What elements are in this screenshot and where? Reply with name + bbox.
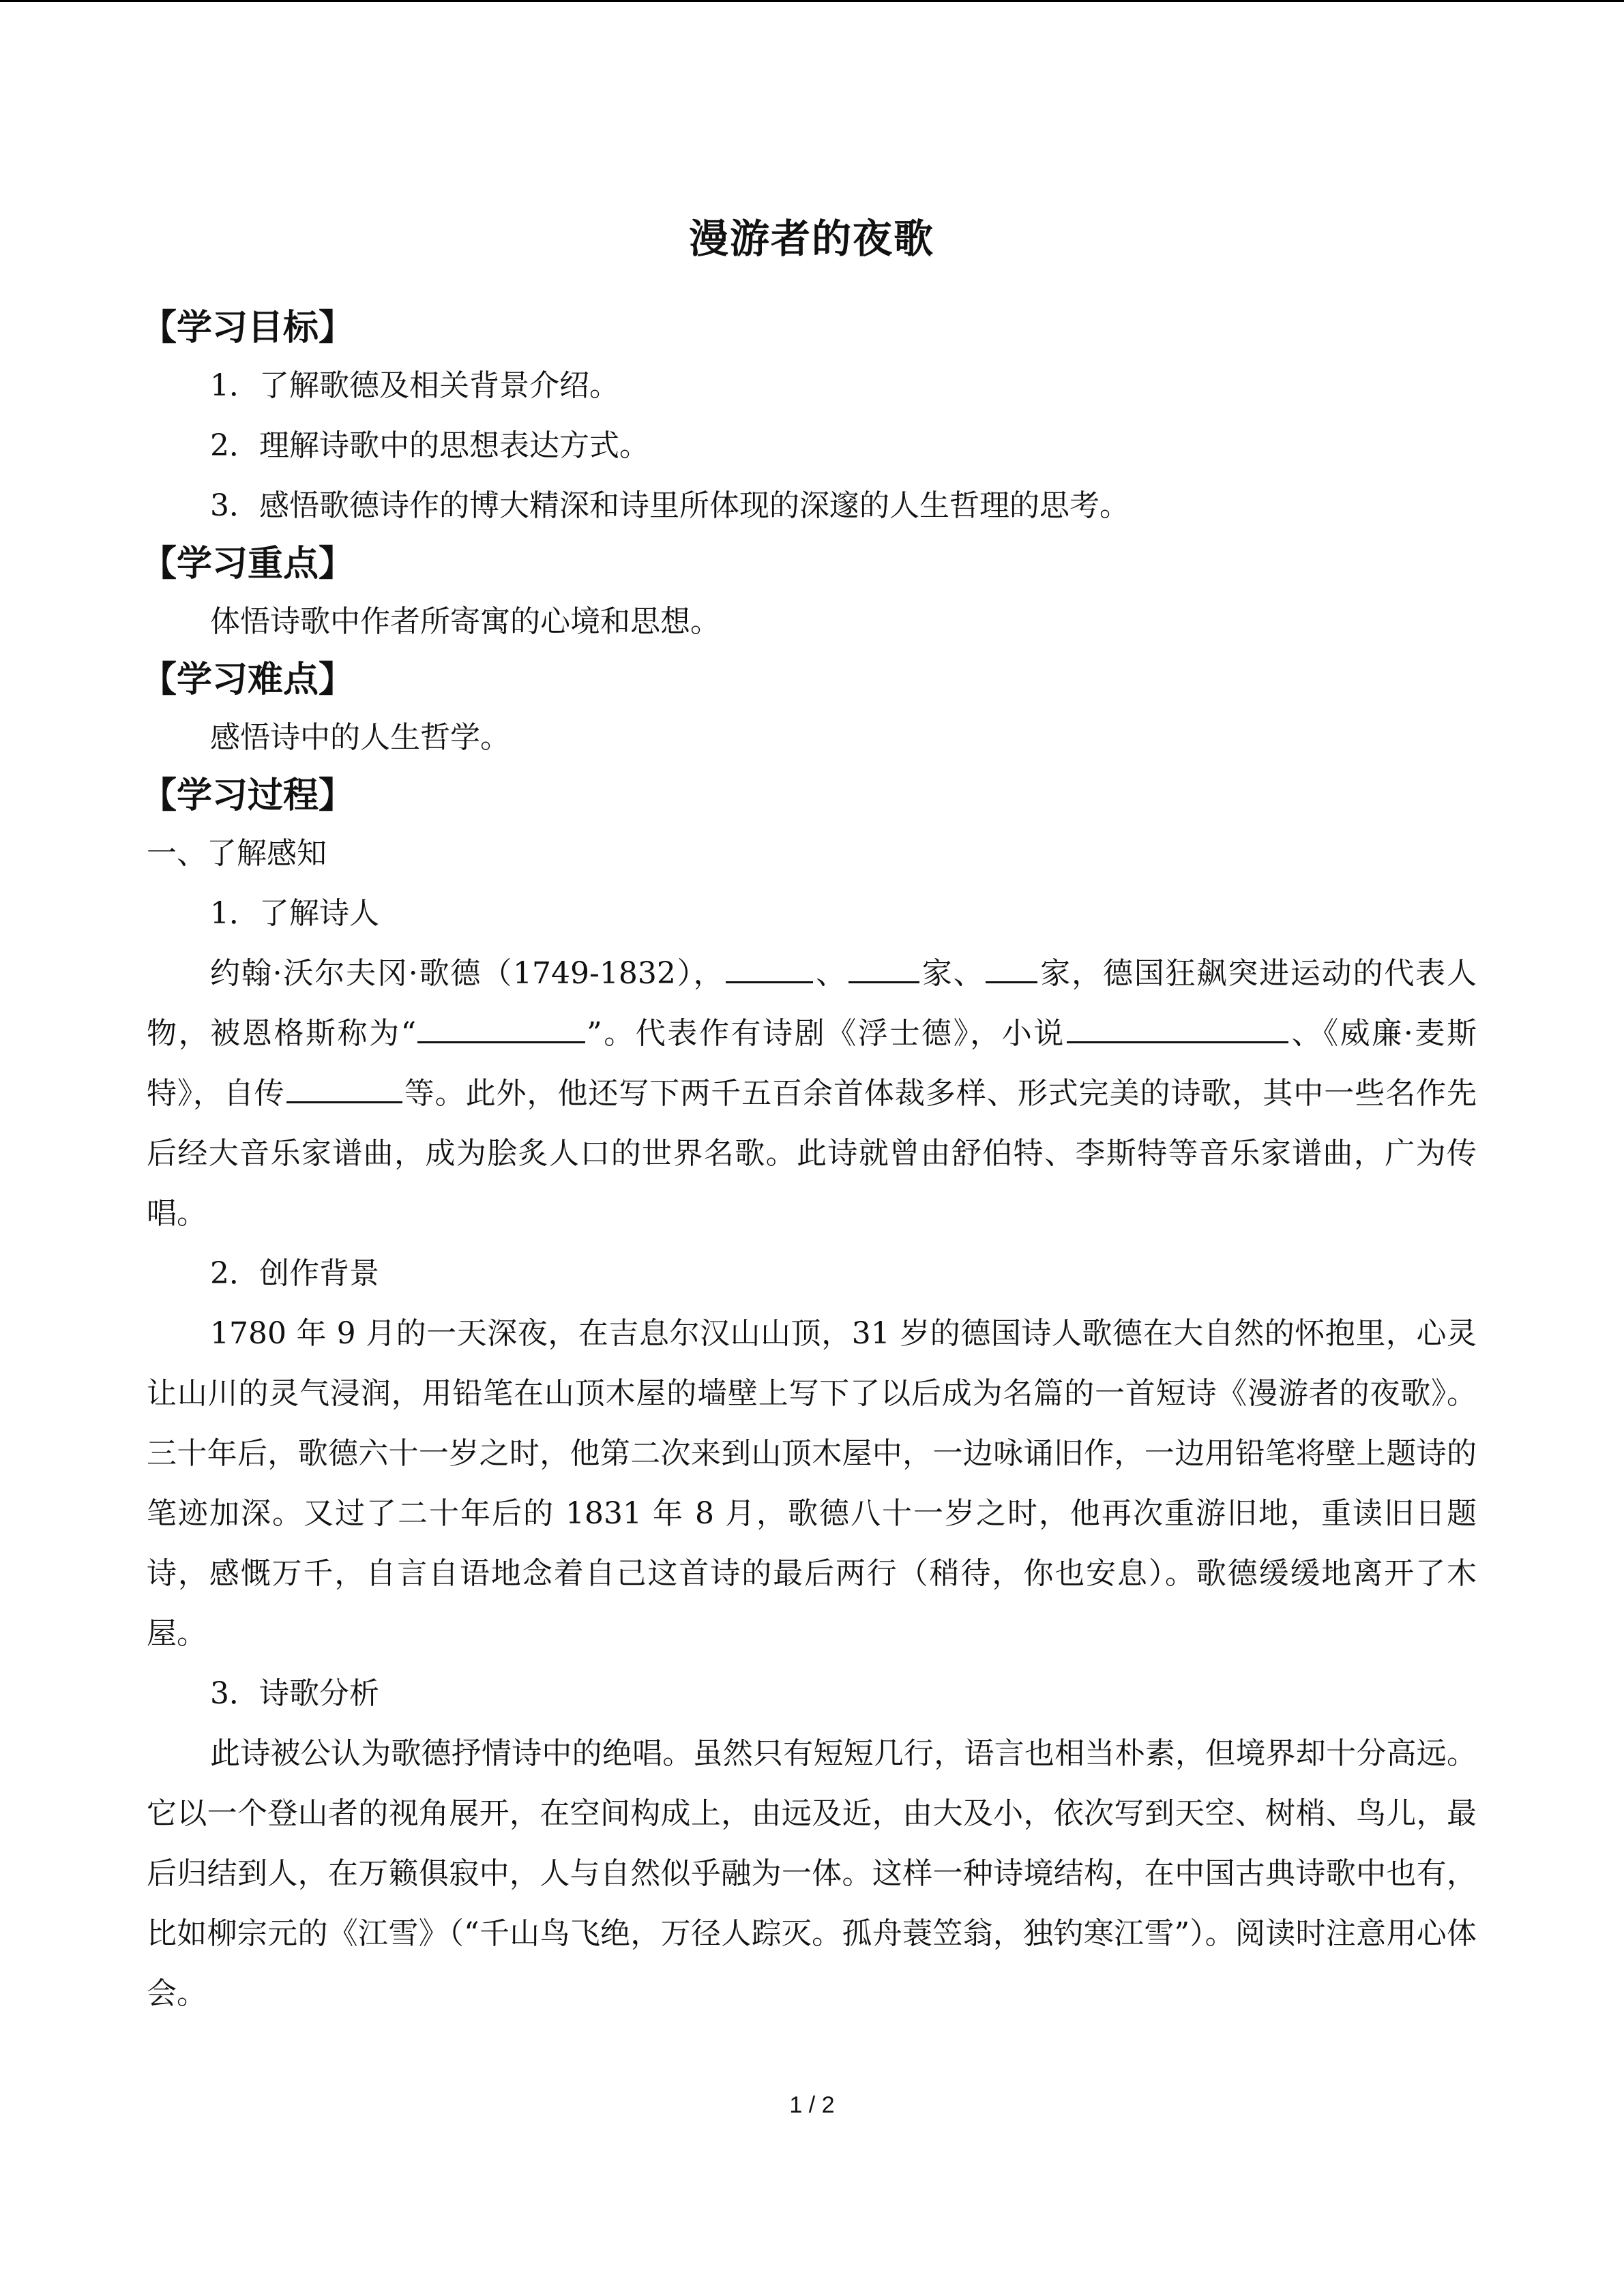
section-heading-difficulty: 【学习难点】 — [141, 659, 355, 700]
document-page — [141, 198, 1477, 2024]
objective-item: 2．理解诗歌中的思想表达方式。 — [210, 428, 649, 463]
focus-text: 体悟诗歌中作者所寄寓的心境和思想。 — [210, 604, 720, 639]
subsection-heading: 2．创作背景 — [210, 1256, 379, 1291]
fill-blank[interactable] — [986, 953, 1037, 983]
poet-paragraph: 约翰·沃尔夫冈·歌德（1749-1832）， 、 家、 家，德国狂飙突进运动的代表人物，被恩格斯称为“ ”。代表作有诗剧《浮士德》，小说 、《威廉·麦斯特》，自传 等。此外，他还写下两千五百余首体裁多样、形式完美的诗歌，其中一些名作先后经大音乐家谱曲，成为脍炙人口的世界名歌。此诗就曾由舒伯特、李斯特等音乐家谱曲，广为传唱。 — [147, 944, 1477, 1244]
objective-item: 1．了解歌德及相关背景介绍。 — [210, 368, 619, 403]
fill-blank[interactable] — [286, 1073, 402, 1103]
subsection-heading: 3．诗歌分析 — [210, 1676, 379, 1711]
analysis-paragraph: 此诗被公认为歌德抒情诗中的绝唱。虽然只有短短几行，语言也相当朴素，但境界却十分高远。它以一个登山者的视角展开，在空间构成上，由远及近，由大及小，依次写到天空、树梢、鸟儿，最后归结到人，在万籁俱寂中，人与自然似乎融为一体。这样一种诗境结构，在中国古典诗歌中也有，比如柳宗元的《江雪》（“千山鸟飞绝，万径人踪灭。孤舟蓑笠翁，独钓寒江雪”）。阅读时注意用心体会。 — [147, 1736, 1477, 2011]
part-heading: 一、了解感知 — [147, 836, 327, 871]
section-heading-focus: 【学习重点】 — [141, 543, 355, 584]
background-paragraph: 1780 年 9 月的一天深夜，在吉息尔汉山山顶，31 岁的德国诗人歌德在大自然的怀抱里，心灵让山川的灵气浸润，用铅笔在山顶木屋的墙壁上写下了以后成为名篇的一首短诗《漫游者的夜歌》。三十年后，歌德六十一岁之时，他第二次来到山顶木屋中，一边咏诵旧作，一边用铅笔将壁上题诗的笔迹加深。又过了二十年后的 1831 年 8 月，歌德八十一岁之时，他再次重游旧地，重读旧日题诗，感慨万千，自言自语地念着自己这首诗的最后两行（稍待，你也安息）。歌德缓缓地离开了木屋。 — [147, 1316, 1477, 1651]
section-heading-process: 【学习过程】 — [141, 775, 355, 816]
fill-blank[interactable] — [848, 953, 919, 983]
objective-item: 3．感悟歌德诗作的博大精深和诗里所体现的深邃的人生哲理的思考。 — [210, 488, 1130, 523]
subsection-heading: 1．了解诗人 — [210, 896, 379, 931]
fill-blank[interactable] — [1067, 1013, 1288, 1043]
top-border — [0, 0, 1624, 2]
fill-blank[interactable] — [726, 953, 813, 983]
page-number: 1 / 2 — [789, 2092, 835, 2118]
fill-blank[interactable] — [417, 1013, 585, 1043]
difficulty-text: 感悟诗中的人生哲学。 — [210, 720, 510, 755]
page-title: 漫游者的夜歌 — [688, 215, 934, 262]
section-heading-objectives: 【学习目标】 — [141, 308, 355, 348]
